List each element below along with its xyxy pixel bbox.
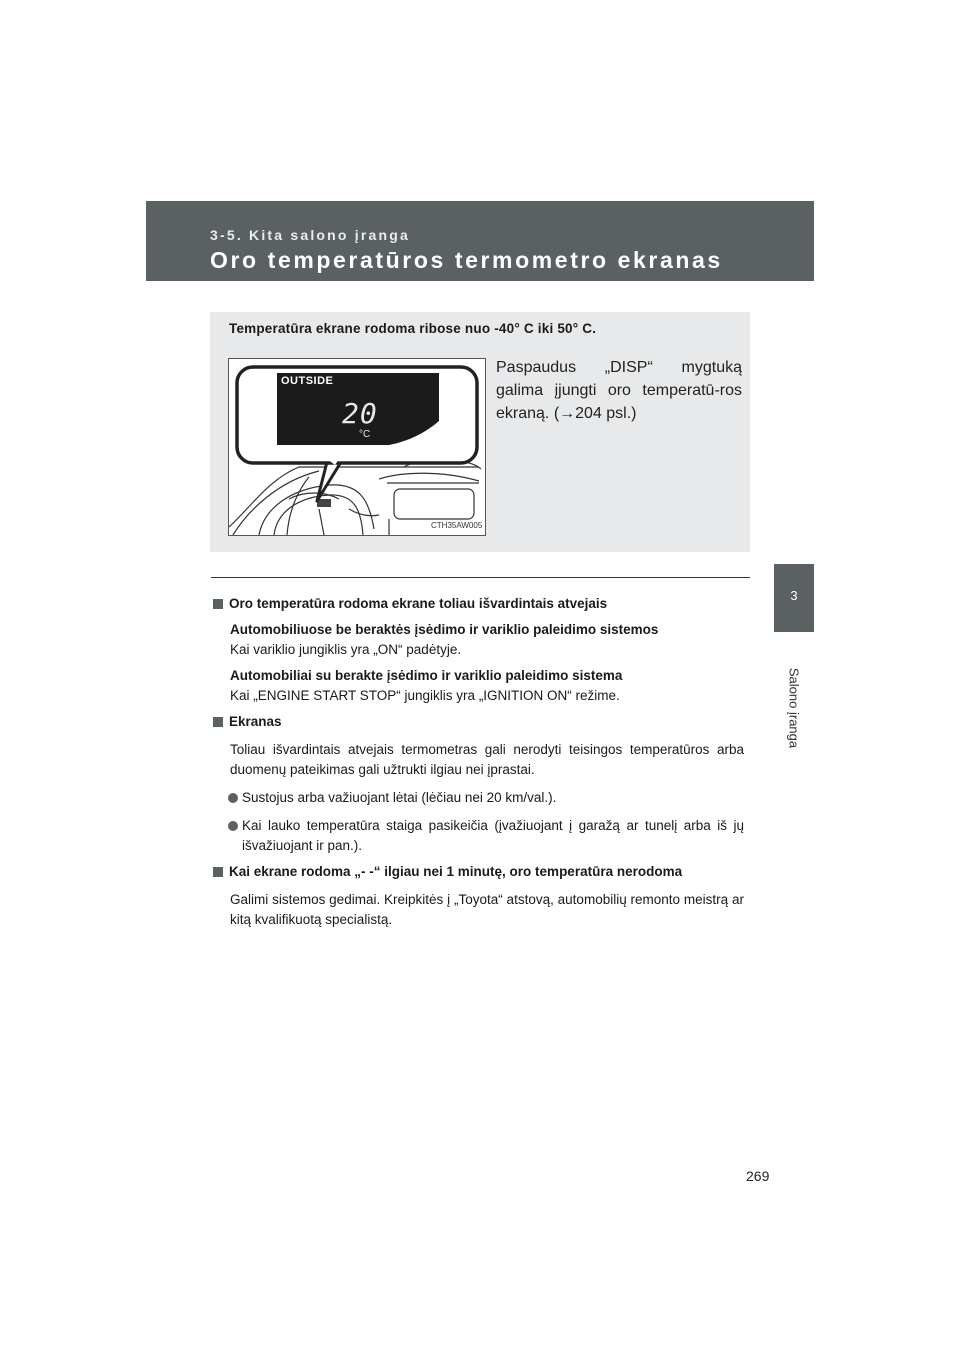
heading-text: Oro temperatūra rodoma ekrane toliau išvardintais atvejais — [229, 596, 608, 611]
section-heading-display-conditions — [212, 594, 744, 614]
disp-button-description: Paspaudus „DISP“ mygtuką galima įjungti oro temperatū-ros ekraną. (→204 psl.) — [496, 359, 742, 422]
section-divider — [211, 577, 750, 578]
paragraph-system-failure: Galimi sistemos gedimai. Kreipkitės į „Toyota“ atstovą, automobilių remonto meistrą ar kitą kvalifikuotą specialistą. — [230, 892, 744, 927]
chapter-tab — [774, 564, 814, 632]
subheading-keyless-present: Automobiliai su berakte įsėdimo ir variklio paleidimo sistema — [230, 668, 623, 683]
section-label: 3-5. Kita salono įranga — [210, 227, 410, 243]
page-title: Oro temperatūros termometro ekranas — [210, 247, 723, 273]
list-item-text: Sustojus arba važiuojant lėtai (lėčiau nei 20 km/val.). — [242, 790, 557, 805]
display-unit: °C — [359, 429, 371, 440]
main-content — [212, 594, 744, 930]
square-bullet-icon — [213, 867, 223, 877]
dashboard-illustration — [228, 358, 486, 536]
chapter-name: Salono įranga — [786, 667, 802, 749]
round-bullet-icon — [228, 821, 238, 831]
subheading-keyless-absent: Automobiliuose be beraktės įsėdimo ir variklio paleidimo sistemos — [230, 622, 659, 637]
temperature-range-text: Temperatūra ekrane rodoma ribose nuo -40° C iki 50° C. — [229, 321, 597, 336]
list-item-text: Kai lauko temperatūra staiga pasikeičia (įvažiuojant į garažą ar tunelį arba iš jų išvažiuojant ir pan.). — [242, 818, 744, 853]
section-heading-display — [212, 712, 744, 732]
heading-text: Ekranas — [229, 714, 282, 729]
dashboard-drawing — [229, 359, 485, 535]
paragraph-engine-start-stop: Kai „ENGINE START STOP“ jungiklis yra „IGNITION ON“ režime. — [230, 688, 620, 703]
square-bullet-icon — [213, 599, 223, 609]
section-heading-dash-display — [212, 862, 744, 882]
chapter-number: 3 — [790, 588, 798, 603]
page-number: 269 — [746, 1168, 770, 1184]
round-bullet-icon — [228, 793, 238, 803]
chapter-header — [146, 201, 814, 281]
square-bullet-icon — [213, 717, 223, 727]
list-item — [212, 816, 744, 856]
chapter-side-label — [784, 648, 804, 768]
display-outside-label: OUTSIDE — [281, 375, 334, 387]
list-item — [212, 788, 744, 808]
display-temperature-value: 20 — [342, 397, 378, 430]
info-box — [210, 312, 750, 552]
paragraph-ignition-on: Kai variklio jungiklis yra „ON“ padėtyje. — [230, 642, 462, 657]
paragraph-display-notes: Toliau išvardintais atvejais termometras gali nerodyti teisingos temperatūros arba duomenų pateikimas gali užtrukti ilgiau nei įprastai. — [230, 742, 744, 777]
heading-text: Kai ekrane rodoma „- -“ ilgiau nei 1 minutę, oro temperatūra nerodoma — [229, 864, 683, 879]
illustration-code: CTH35AW005 — [431, 521, 483, 530]
